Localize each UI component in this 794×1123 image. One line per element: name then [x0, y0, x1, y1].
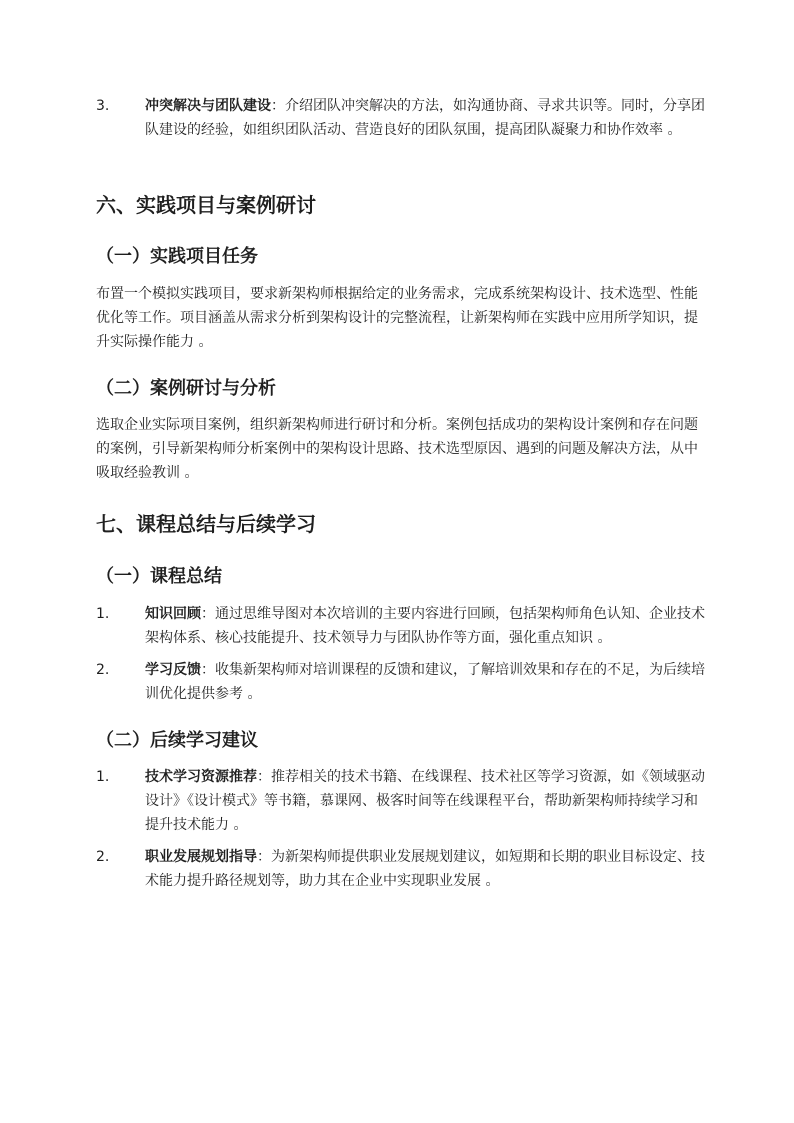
list-item-term: 冲突解决与团队建设 [145, 98, 271, 114]
list-item-term: 职业发展规划指导 [145, 849, 257, 865]
subsection-heading-6-2: （二）案例研讨与分析 [96, 378, 276, 399]
section-heading-7: 七、课程总结与后续学习 [96, 512, 316, 536]
list-item-term: 技术学习资源推荐 [145, 769, 257, 785]
list-number: 1. [96, 606, 110, 622]
list-item-body: ：通过思维导图对本次培训的主要内容进行回顾，包括架构师角色认知、企业技术架构体系、核心技能提升、技术领导力与团队协作等方面，强化重点知识 。 [145, 606, 705, 646]
paragraph-6-1: 布置一个模拟实践项目，要求新架构师根据给定的业务需求，完成系统架构设计、技术选型、性能优化等工作。项目涵盖从需求分析到架构设计的完整流程，让新架构师在实践中应用所学知识，提升实际操作能力 。 [96, 286, 698, 350]
list-item-body: ：为新架构师提供职业发展规划建议，如短期和长期的职业目标设定、技术能力提升路径规划等，助力其在企业中实现职业发展 。 [145, 849, 705, 889]
paragraph-6-2: 选取企业实际项目案例，组织新架构师进行研讨和分析。案例包括成功的架构设计案例和存在问题的案例，引导新架构师分析案例中的架构设计思路、技术选型原因、遇到的问题及解决方法，从中吸取经验教训 。 [96, 417, 698, 481]
list-number: 2. [96, 849, 110, 865]
list-item-text [145, 602, 705, 650]
list-item-text [145, 94, 705, 142]
list-number: 2. [96, 662, 110, 678]
subsection-heading-6-1: （一）实践项目任务 [96, 246, 258, 267]
subsection-heading-7-2: （二）后续学习建议 [96, 730, 258, 751]
list-item-term: 知识回顾 [145, 606, 201, 622]
subsection-heading-7-1: （一）课程总结 [96, 566, 222, 587]
list-item-term: 学习反馈 [145, 662, 201, 678]
list-item-body: ：介绍团队冲突解决的方法，如沟通协商、寻求共识等。同时，分享团队建设的经验，如组织团队活动、营造良好的团队氛围，提高团队凝聚力和协作效率 。 [145, 98, 705, 138]
list-number: 1. [96, 769, 110, 785]
list-item-text [145, 658, 705, 706]
list-item-text [145, 845, 705, 893]
list-item-body: ：推荐相关的技术书籍、在线课程、技术社区等学习资源，如《领域驱动设计》《设计模式》等书籍，慕课网、极客时间等在线课程平台，帮助新架构师持续学习和提升技术能力 。 [145, 769, 705, 833]
list-item-text [145, 765, 705, 837]
list-item-body: ：收集新架构师对培训课程的反馈和建议，了解培训效果和存在的不足，为后续培训优化提供参考 。 [145, 662, 705, 702]
section-heading-6: 六、实践项目与案例研讨 [96, 193, 316, 217]
list-number: 3. [96, 98, 110, 114]
